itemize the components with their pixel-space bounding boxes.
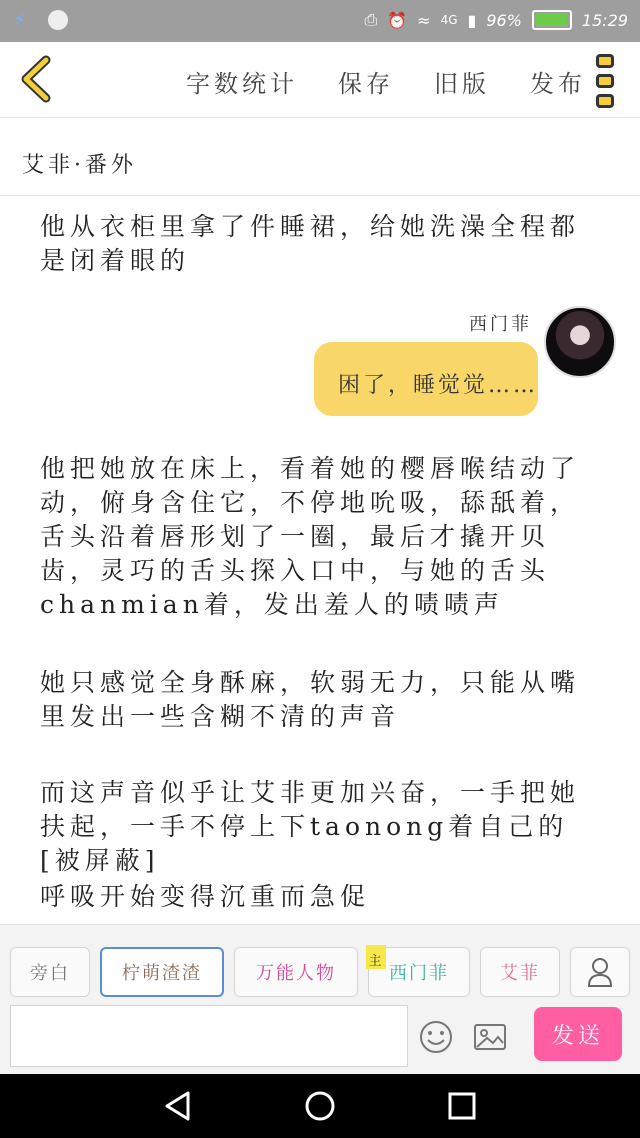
compose-area xyxy=(0,924,640,1074)
app-notification-icon xyxy=(48,10,68,30)
editor-toolbar xyxy=(0,42,640,118)
save-button[interactable]: 保存 xyxy=(338,70,394,98)
alarm-icon: ⏰ xyxy=(387,10,408,30)
message-input[interactable] xyxy=(10,1005,408,1067)
story-content[interactable] xyxy=(0,196,640,924)
message-sender-name: 西门菲 xyxy=(469,314,532,335)
notification-icon: ⚡ xyxy=(14,10,26,29)
main-role-badge: 主 xyxy=(366,945,386,969)
wifi-icon: ≈ xyxy=(417,10,431,30)
narration-paragraph: 他把她放在床上，看着她的樱唇喉结动了动，俯身含住它，不停地吮吸，舔舐着，舌头沿着唇形划了一圈，最后才撬开贝齿，灵巧的舌头探入口中，与她的舌头chanmian着，发出羞人的啧啧声 xyxy=(40,454,581,619)
role-narrator[interactable]: 旁白 xyxy=(10,947,90,997)
narration-paragraph: 他从衣柜里拿了件睡裙，给她洗澡全程都是闭着眼的 xyxy=(40,212,581,275)
chapter-title: 艾非·番外 xyxy=(22,153,137,178)
add-role-button[interactable] xyxy=(570,947,630,997)
role-ximenfei[interactable]: 主 西门菲 xyxy=(368,947,470,997)
person-icon xyxy=(587,957,613,987)
message-bubble[interactable]: 困了，睡觉觉…… xyxy=(314,342,538,416)
system-nav-bar xyxy=(0,1074,640,1138)
narration-paragraph: 她只感觉全身酥麻，软弱无力，只能从嘴里发出一些含糊不清的声音 xyxy=(40,668,581,731)
clock: 15:29 xyxy=(581,10,628,30)
role-universal[interactable]: 万能人物 xyxy=(234,947,358,997)
old-version-button[interactable]: 旧版 xyxy=(434,70,490,98)
role-lemon[interactable]: 柠萌渣渣 xyxy=(100,947,224,997)
kebab-menu-icon[interactable] xyxy=(596,54,618,108)
send-button[interactable]: 发送 xyxy=(534,1007,622,1061)
narration-paragraph: 而这声音似乎让艾非更加兴奋，一手把她扶起，一手不停上下taonong着自己的[被屏蔽] xyxy=(40,778,581,875)
narration-paragraph: 呼吸开始变得沉重而急促 xyxy=(40,882,371,911)
battery-icon xyxy=(532,10,572,30)
avatar[interactable] xyxy=(544,306,616,378)
vibrate-icon: ⎙ xyxy=(364,10,378,29)
signal-icon: ▮ xyxy=(467,10,477,30)
battery-percent: 96% xyxy=(486,10,522,30)
role-aifei[interactable]: 艾菲 xyxy=(480,947,560,997)
nav-recents-icon[interactable] xyxy=(446,1090,478,1122)
status-bar xyxy=(0,0,640,42)
battery-fill xyxy=(536,14,567,26)
chapter-title-bar[interactable] xyxy=(0,118,640,196)
word-count-button[interactable]: 字数统计 xyxy=(186,70,298,98)
smiley-icon[interactable] xyxy=(418,1019,454,1055)
image-icon[interactable] xyxy=(472,1019,508,1055)
network-type: 4G xyxy=(440,13,458,27)
nav-home-icon[interactable] xyxy=(304,1090,336,1122)
chevron-left-icon[interactable] xyxy=(14,54,64,104)
publish-button[interactable]: 发布 xyxy=(530,70,586,98)
nav-back-icon[interactable] xyxy=(162,1090,194,1122)
